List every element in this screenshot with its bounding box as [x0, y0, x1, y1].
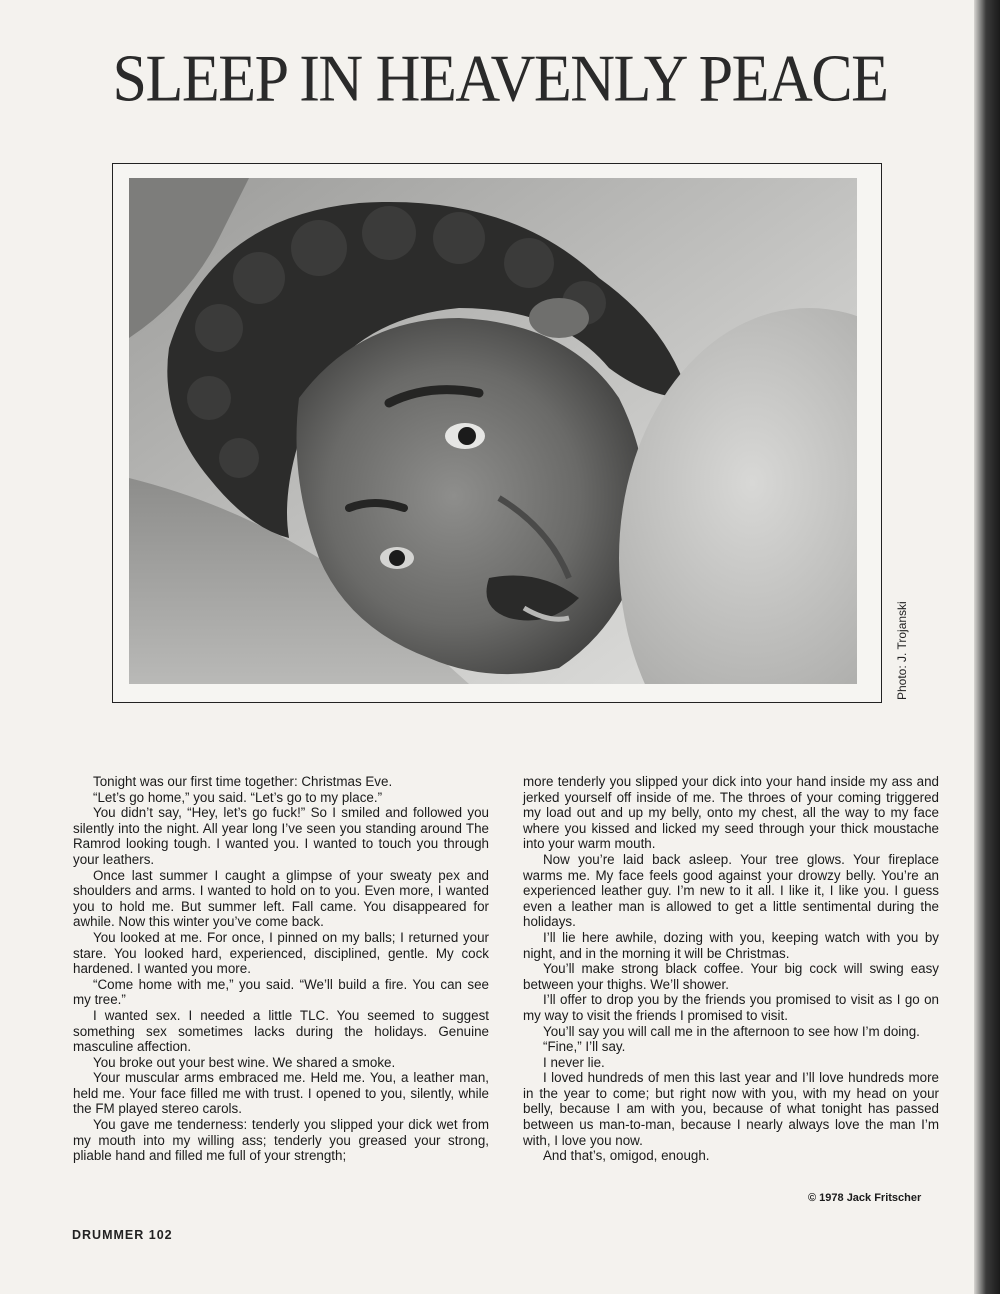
- paragraph: Once last summer I caught a glimpse of your sweaty pex and shoulders and arms. I wanted to hold on to you. Even more, I wanted you to hold me. But summer left. Fall came. You disappeared for awhile. Now this winter you’ve come back.: [73, 867, 489, 930]
- paragraph: Tonight was our first time together: Christmas Eve.: [93, 774, 393, 789]
- paragraph: Now you’re laid back asleep. Your tree glows. Your fireplace warms me. My face feels good against your drowzy belly. You’re an experienced leather guy. I’m new to it all. I like it, I like you. I guess even a leather man is allowed to get a little sentimental during the holidays.: [523, 851, 939, 930]
- paragraph: You gave me tenderness: tenderly you slipped your dick wet from my mouth into my willing ass; tenderly you greased your strong, pliable hand and filled me full of your strength;: [73, 1117, 489, 1164]
- article-title: SLEEP IN HEAVENLY PEACE: [112, 42, 888, 116]
- page-folio: DRUMMER 102: [72, 1228, 173, 1242]
- portrait-image: [129, 178, 857, 684]
- paragraph: Your muscular arms embraced me. Held me. You, a leather man, held me. Your face filled me with trust. I opened to you, silently, while the FM played stereo carols.: [73, 1070, 489, 1117]
- paragraph: You’ll make strong black coffee. Your big cock will swing easy between your thighs. We’ll shower.: [523, 961, 939, 992]
- paragraph: I wanted sex. I needed a little TLC. You seemed to suggest something sex sometimes lacks during the holidays. Genuine masculine affection.: [73, 1007, 489, 1055]
- portrait-photo: [129, 178, 857, 684]
- page-binding-edge: [974, 0, 1000, 1294]
- paragraph: “Let’s go home,” you said. “Let’s go to my place.”: [93, 789, 383, 805]
- paragraph: I loved hundreds of men this last year and I’ll love hundreds more in the year to come; but right now with you, with my head on your belly, because I am with you, because of what tonight has passed between us man-to-man, because I nearly always love the man I’m with, I love you now.: [523, 1070, 939, 1148]
- paragraph: You broke out your best wine. We shared a smoke.: [93, 1054, 396, 1070]
- paragraph: And that’s, omigod, enough.: [543, 1148, 710, 1164]
- paragraph: I never lie.: [543, 1054, 605, 1070]
- paragraph: “Fine,” I’ll say.: [543, 1039, 626, 1055]
- photo-frame: [112, 163, 882, 703]
- copyright-notice: © 1978 Jack Fritscher: [808, 1192, 922, 1204]
- article-column-left: [73, 774, 489, 1164]
- paragraph: I’ll lie here awhile, dozing with you, keeping watch with you by night, and in the morning it will be Christmas.: [523, 929, 939, 961]
- paragraph: “Come home with me,” you said. “We’ll build a fire. You can see my tree.”: [73, 976, 489, 1008]
- photo-credit: Photo: J. Trojanski: [895, 601, 909, 700]
- paragraph: You’ll say you will call me in the afternoon to see how I’m doing.: [543, 1023, 920, 1039]
- paragraph: You looked at me. For once, I pinned on my balls; I returned your stare. You looked hard, experienced, disciplined, gentle. My cock hardened. I wanted you more.: [73, 929, 489, 977]
- paragraph: I’ll offer to drop you by the friends you promised to visit as I go on my way to visit the friends I promised to visit.: [523, 992, 939, 1023]
- article-column-right: [523, 774, 939, 1164]
- paragraph: more tenderly you slipped your dick into your hand inside my ass and jerked yourself off inside of me. The throes of your coming triggered my load out and up my belly, onto my chest, all the way to my face where you kissed and licked my seed through your thick moustache into your warm mouth.: [523, 774, 939, 852]
- paragraph: You didn’t say, “Hey, let’s go fuck!” So I smiled and followed you silently into the night. All year long I’ve seen you standing around The Ramrod looking tough. I wanted you. I wanted to touch you through your leathers.: [73, 805, 489, 867]
